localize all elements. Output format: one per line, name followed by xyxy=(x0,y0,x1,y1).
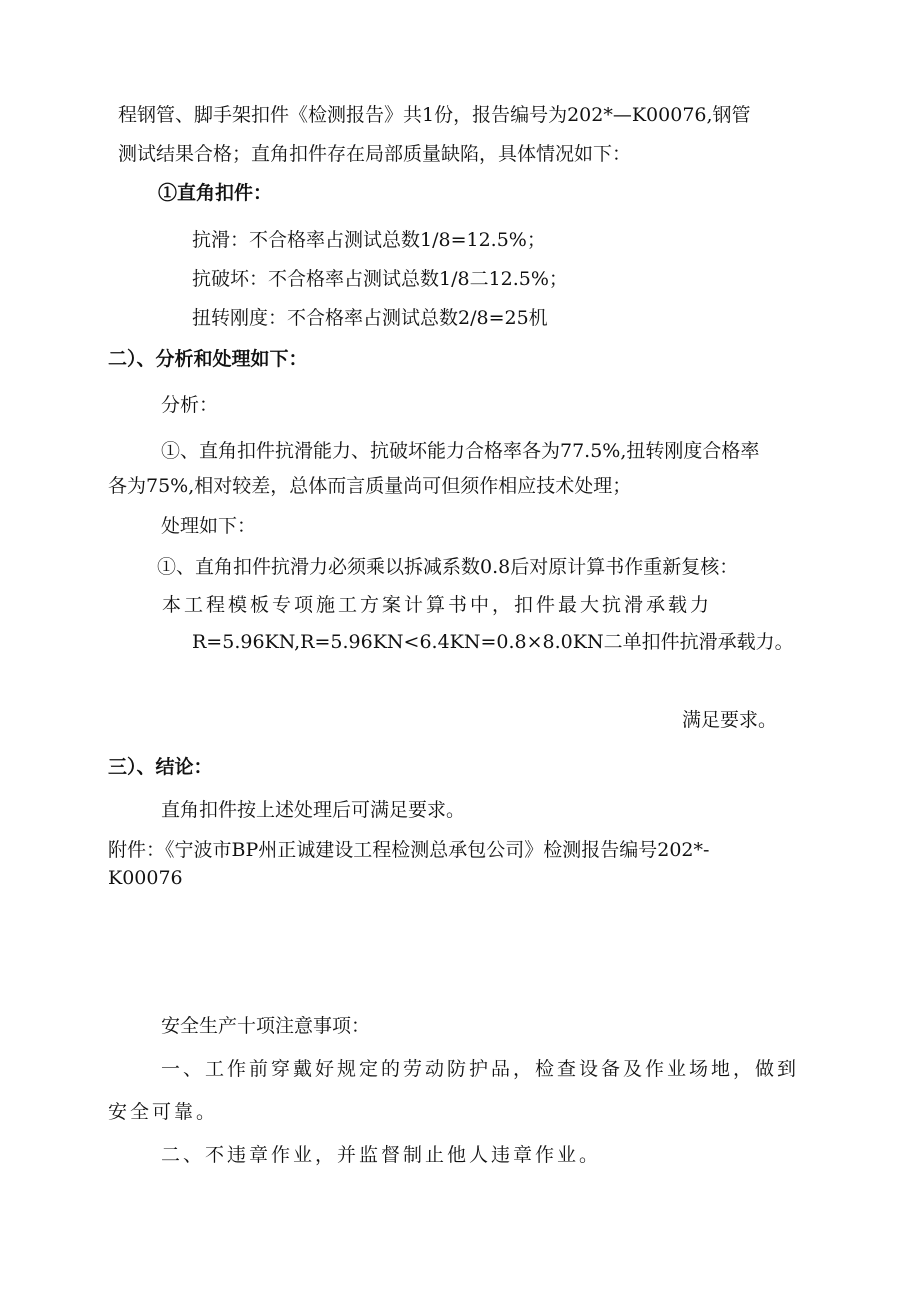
handling-line-2: 本工程模板专项施工方案计算书中，扣件最大抗滑承载力 xyxy=(162,594,713,616)
conclusion-text: 直角扣件按上述处理后可满足要求。 xyxy=(161,799,466,821)
item-anti-break: 抗破坏：不合格率占测试总数1/8二12.5%； xyxy=(192,268,568,290)
conclusion-heading: 三）、结论： xyxy=(108,756,213,778)
safety-item-1-line-2: 安全可靠。 xyxy=(108,1101,219,1123)
intro-line-1: 程钢管、脚手架扣件《检测报告》共1份，报告编号为202*—K00076,钢管 xyxy=(118,104,751,126)
handling-label: 处理如下： xyxy=(161,515,257,537)
analysis-point-1-line-1: ①、直角扣件抗滑能力、抗破坏能力合格率各为77.5%,扭转刚度合格率 xyxy=(161,440,760,462)
analysis-point-1-line-2: 各为75%,相对较差，总体而言质量尚可但须作相应技术处理； xyxy=(108,475,632,497)
item-anti-slip: 抗滑：不合格率占测试总数1/8=12.5%； xyxy=(192,229,546,251)
analysis-heading: 二）、分析和处理如下： xyxy=(108,348,308,370)
attachment-line-2: K00076 xyxy=(108,867,183,889)
analysis-label: 分析： xyxy=(161,394,219,416)
handling-line-3: R=5.96KN,R=5.96KN<6.4KN=0.8×8.0KN二单扣件抗滑承载力。 xyxy=(192,631,794,653)
safety-item-1-line-1: 一、工作前穿戴好规定的劳动防护品，检查设备及作业场地，做到 xyxy=(161,1058,800,1080)
intro-line-2: 测试结果合格；直角扣件存在局部质量缺陷，具体情况如下： xyxy=(118,143,632,165)
handling-line-1: ①、直角扣件抗滑力必须乘以拆减系数0.8后对原计算书作重新复核： xyxy=(157,556,739,578)
attachment-line-1: 附件：《宁波市BP州正诚建设工程检测总承包公司》检测报告编号202*- xyxy=(108,839,710,861)
right-angle-fastener-heading: ①直角扣件： xyxy=(158,182,273,204)
safety-item-2: 二、不违章作业，并监督制止他人违章作业。 xyxy=(161,1144,602,1166)
item-torsion-stiffness: 扭转刚度：不合格率占测试总数2/8=25机 xyxy=(192,307,548,329)
satisfy-requirement: 满足要求。 xyxy=(682,709,778,731)
safety-title: 安全生产十项注意事项： xyxy=(161,1015,371,1037)
